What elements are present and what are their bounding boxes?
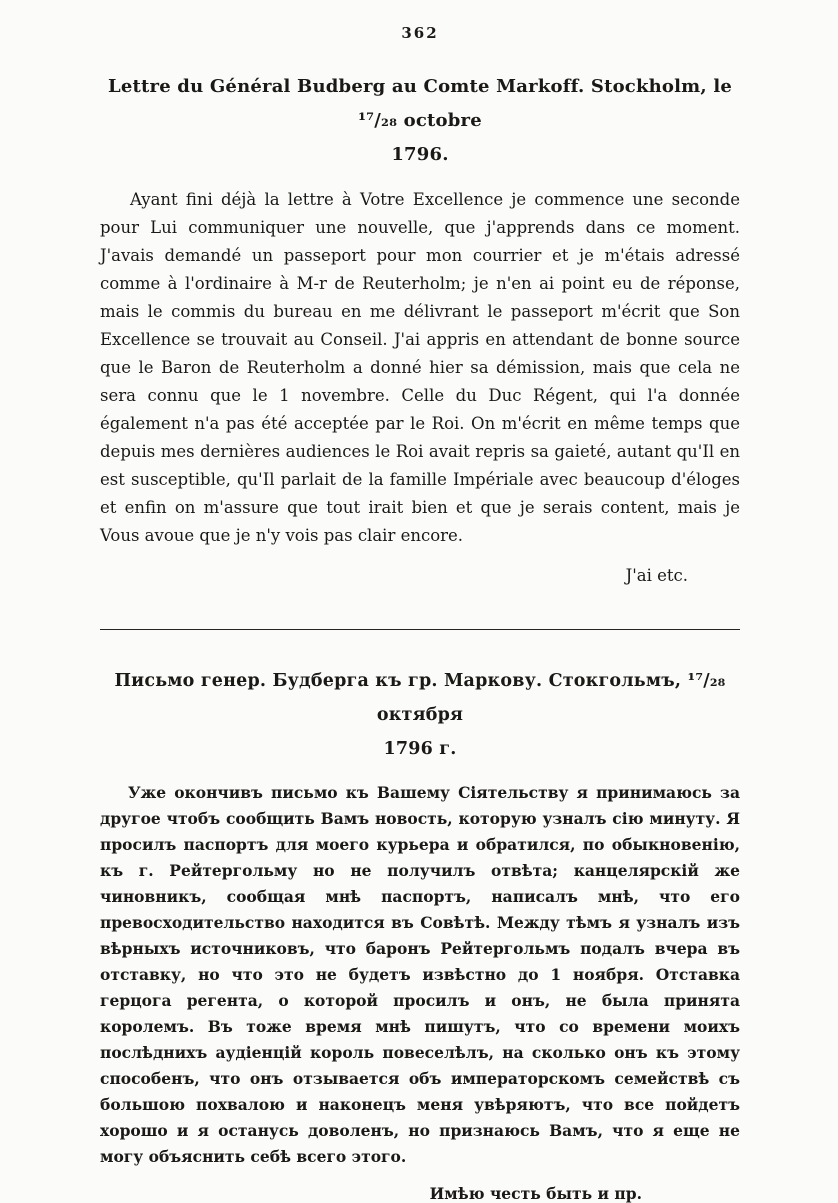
russian-letter-heading-line2: 1796 г. xyxy=(383,739,457,759)
french-letter-heading-line2: 1796. xyxy=(391,144,449,165)
russian-letter-body: Уже окончивъ письмо къ Вашему Сіятельству я принимаюсь за другое чтобъ сообщить Вамъ новость, которую узналъ сію минуту. Я просилъ паспортъ для моего курьера и обратился, по обыкновенію, къ г. Рейтергольму но не получилъ отвѣта; канцелярскій же чиновникъ, сообщая мнѣ паспортъ, написалъ мнѣ, что его превосходительство находится въ Совѣтѣ. Между тѣмъ я узналъ изъ вѣрныхъ источниковъ, что баронъ Рейтергольмъ подалъ вчера въ отставку, но что это не будетъ извѣстно до 1 ноября. Отставка герцога регента, о которой просилъ и онъ, не была принята королемъ. Въ тоже время мнѣ пишутъ, что со времени моихъ послѣднихъ аудіенцій король повеселѣлъ, на сколько онъ къ этому способенъ, что онъ отзывается объ императорскомъ семействѣ съ большою похвалою и наконецъ меня увѣряютъ, что все пойдетъ хорошо и я останусь доволенъ, но признаюсь Вамъ, что я еще не могу объяснить себѣ всего этого. xyxy=(100,783,740,1166)
page-number: 362 xyxy=(401,24,439,42)
russian-letter-section xyxy=(100,664,740,1203)
french-letter-section xyxy=(100,70,740,585)
french-letter-signoff: J'ai etc. xyxy=(625,566,688,585)
french-letter-heading-line1: Lettre du Général Budberg au Comte Markoff. Stockholm, le ¹⁷/₂₈ octobre xyxy=(107,76,733,131)
french-letter-body: Ayant fini déjà la lettre à Votre Excellence je commence une seconde pour Lui communiquer une nouvelle, que j'apprends dans ce moment. J'avais demandé un passeport pour mon courrier et je m'étais adressé comme à l'ordinaire à M-r de Reuterholm; je n'en ai point eu de réponse, mais le commis du bureau en me délivrant le passeport m'écrit que Son Excellence se trouvait au Conseil. J'ai appris en attendant de bonne source que le Baron de Reuterholm a donné hier sa démission, mais que cela ne sera connu que le 1 novembre. Celle du Duc Régent, qui l'a donnée également n'a pas été acceptée par le Roi. On m'écrit en même temps que depuis mes dernières audiences le Roi avait repris sa gaieté, autant qu'Il en est susceptible, qu'Il parlait de la famille Impériale avec beaucoup d'éloges et enfin on m'assure que tout irait bien et que je serais content, mais je Vous avoue que je n'y vois pas clair encore. xyxy=(100,190,740,545)
section-divider xyxy=(100,629,740,630)
russian-letter-signoff: Имѣю честь быть и пр. xyxy=(429,1184,642,1203)
russian-letter-heading-line1: Письмо генер. Будберга къ гр. Маркову. Стокгольмъ, ¹⁷/₂₈ октября xyxy=(114,671,726,725)
french-letter-heading xyxy=(100,70,740,172)
russian-letter-heading xyxy=(100,664,740,766)
